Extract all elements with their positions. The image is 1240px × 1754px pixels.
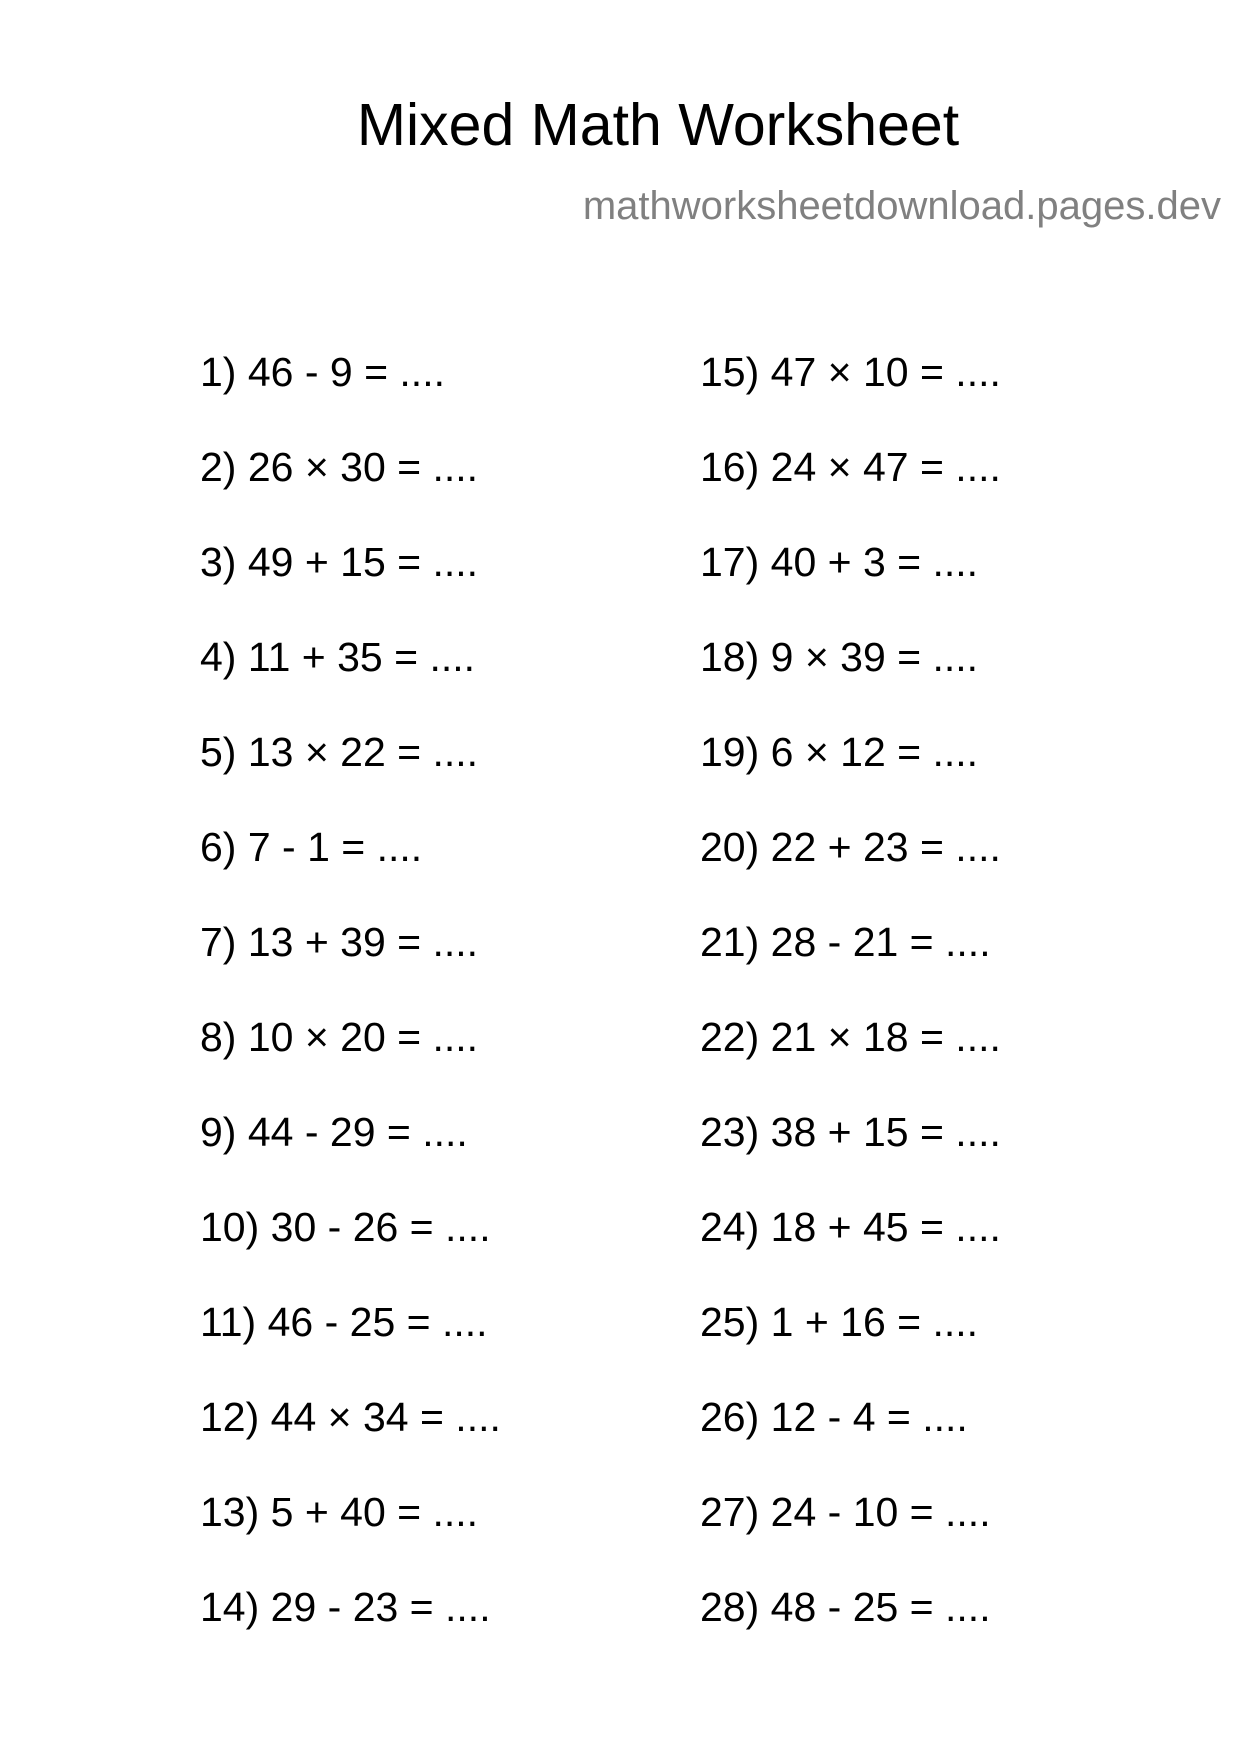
problem-6: 6) 7 - 1 = ....	[200, 824, 423, 870]
problem-18: 18) 9 × 39 = ....	[700, 634, 979, 680]
problem-4: 4) 11 + 35 = ....	[200, 634, 476, 680]
problem-7: 7) 13 + 39 = ....	[200, 919, 479, 965]
problem-24: 24) 18 + 45 = ....	[700, 1204, 1001, 1250]
problem-27: 27) 24 - 10 = ....	[700, 1489, 991, 1535]
problem-14: 14) 29 - 23 = ....	[200, 1584, 491, 1630]
problem-23: 23) 38 + 15 = ....	[700, 1109, 1001, 1155]
problem-19: 19) 6 × 12 = ....	[700, 729, 979, 775]
problem-22: 22) 21 × 18 = ....	[700, 1014, 1001, 1060]
problem-5: 5) 13 × 22 = ....	[200, 729, 479, 775]
problem-9: 9) 44 - 29 = ....	[200, 1109, 468, 1155]
problem-15: 15) 47 × 10 = ....	[700, 349, 1001, 395]
problem-28: 28) 48 - 25 = ....	[700, 1584, 991, 1630]
problem-3: 3) 49 + 15 = ....	[200, 539, 479, 585]
problem-1: 1) 46 - 9 = ....	[200, 349, 445, 395]
website-url: mathworksheetdownload.pages.dev	[582, 184, 1221, 228]
problem-25: 25) 1 + 16 = ....	[700, 1299, 979, 1345]
problem-11: 11) 46 - 25 = ....	[200, 1299, 488, 1345]
problem-12: 12) 44 × 34 = ....	[200, 1394, 501, 1440]
page-title: Mixed Math Worksheet	[356, 92, 960, 158]
problem-26: 26) 12 - 4 = ....	[700, 1394, 968, 1440]
problem-2: 2) 26 × 30 = ....	[200, 444, 479, 490]
problem-column-left	[200, 349, 501, 1682]
problem-13: 13) 5 + 40 = ....	[200, 1489, 479, 1535]
problem-column-right	[700, 349, 1001, 1682]
problem-21: 21) 28 - 21 = ....	[700, 919, 991, 965]
problem-16: 16) 24 × 47 = ....	[700, 444, 1001, 490]
problem-17: 17) 40 + 3 = ....	[700, 539, 979, 585]
problem-8: 8) 10 × 20 = ....	[200, 1014, 479, 1060]
problem-10: 10) 30 - 26 = ....	[200, 1204, 491, 1250]
problem-20: 20) 22 + 23 = ....	[700, 824, 1001, 870]
